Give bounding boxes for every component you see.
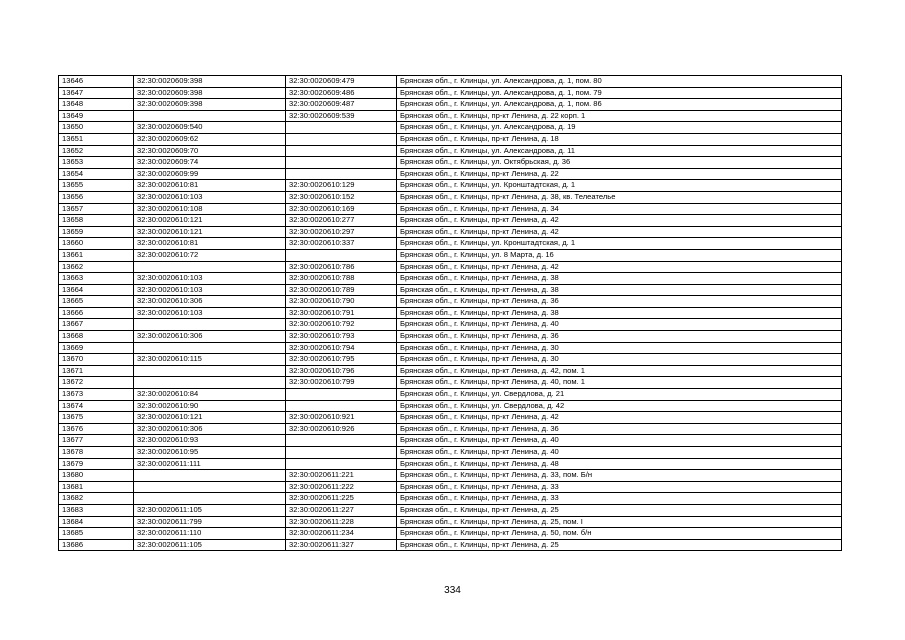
cadastral-number-cell: 32:30:0020609:486 <box>286 87 397 99</box>
parent-cadastral-number-cell: 32:30:0020609:540 <box>134 122 286 134</box>
address-cell: Брянская обл., г. Клинцы, пр-кт Ленина, д. 34 <box>397 203 842 215</box>
address-cell: Брянская обл., г. Клинцы, пр-кт Ленина, д. 38, кв. Телеателье <box>397 191 842 203</box>
address-cell: Брянская обл., г. Клинцы, ул. Кронштадтская, д. 1 <box>397 180 842 192</box>
table-row <box>59 261 842 273</box>
cadastral-number-cell <box>286 249 397 261</box>
table-row <box>59 389 842 401</box>
parent-cadastral-number-cell: 32:30:0020610:93 <box>134 435 286 447</box>
record-number-cell: 13660 <box>59 238 134 250</box>
page-number: 334 <box>444 585 461 596</box>
cadastral-number-cell <box>286 157 397 169</box>
table-row <box>59 87 842 99</box>
table-row <box>59 516 842 528</box>
address-cell: Брянская обл., г. Клинцы, пр-кт Ленина, д. 30 <box>397 354 842 366</box>
parent-cadastral-number-cell <box>134 493 286 505</box>
record-number-cell: 13665 <box>59 296 134 308</box>
record-number-cell: 13686 <box>59 539 134 551</box>
parent-cadastral-number-cell: 32:30:0020611:105 <box>134 539 286 551</box>
address-cell: Брянская обл., г. Клинцы, ул. Александрова, д. 1, пом. 86 <box>397 99 842 111</box>
record-number-cell: 13685 <box>59 528 134 540</box>
record-number-cell: 13677 <box>59 435 134 447</box>
cadastral-number-cell: 32:30:0020610:297 <box>286 226 397 238</box>
record-number-cell: 13649 <box>59 110 134 122</box>
address-cell: Брянская обл., г. Клинцы, пр-кт Ленина, д. 40 <box>397 435 842 447</box>
table-row <box>59 435 842 447</box>
record-number-cell: 13672 <box>59 377 134 389</box>
address-cell: Брянская обл., г. Клинцы, пр-кт Ленина, д. 40 <box>397 447 842 459</box>
table-row <box>59 377 842 389</box>
record-number-cell: 13666 <box>59 307 134 319</box>
table-row <box>59 307 842 319</box>
address-cell: Брянская обл., г. Клинцы, пр-кт Ленина, д. 36 <box>397 296 842 308</box>
cadastral-number-cell: 32:30:0020611:227 <box>286 504 397 516</box>
table-row <box>59 365 842 377</box>
cadastral-number-cell: 32:30:0020611:225 <box>286 493 397 505</box>
table-row <box>59 481 842 493</box>
record-number-cell: 13658 <box>59 215 134 227</box>
address-cell: Брянская обл., г. Клинцы, ул. Свердлова, д. 21 <box>397 389 842 401</box>
parent-cadastral-number-cell: 32:30:0020611:111 <box>134 458 286 470</box>
parent-cadastral-number-cell: 32:30:0020610:103 <box>134 284 286 296</box>
parent-cadastral-number-cell <box>134 365 286 377</box>
cadastral-number-cell <box>286 435 397 447</box>
record-number-cell: 13646 <box>59 76 134 88</box>
record-number-cell: 13652 <box>59 145 134 157</box>
record-number-cell: 13676 <box>59 423 134 435</box>
record-number-cell: 13656 <box>59 191 134 203</box>
address-cell: Брянская обл., г. Клинцы, пр-кт Ленина, д. 36 <box>397 331 842 343</box>
parent-cadastral-number-cell: 32:30:0020609:398 <box>134 99 286 111</box>
table-row <box>59 191 842 203</box>
cadastral-number-cell <box>286 458 397 470</box>
address-cell: Брянская обл., г. Клинцы, пр-кт Ленина, д. 40 <box>397 319 842 331</box>
record-number-cell: 13684 <box>59 516 134 528</box>
parent-cadastral-number-cell: 32:30:0020610:103 <box>134 191 286 203</box>
parent-cadastral-number-cell: 32:30:0020610:115 <box>134 354 286 366</box>
cadastral-number-cell: 32:30:0020611:228 <box>286 516 397 528</box>
parent-cadastral-number-cell <box>134 319 286 331</box>
parent-cadastral-number-cell <box>134 342 286 354</box>
record-number-cell: 13679 <box>59 458 134 470</box>
parent-cadastral-number-cell: 32:30:0020609:398 <box>134 87 286 99</box>
record-number-cell: 13673 <box>59 389 134 401</box>
cadastral-number-cell: 32:30:0020610:799 <box>286 377 397 389</box>
cadastral-number-cell: 32:30:0020610:796 <box>286 365 397 377</box>
parent-cadastral-number-cell: 32:30:0020610:121 <box>134 226 286 238</box>
table-row <box>59 423 842 435</box>
record-number-cell: 13669 <box>59 342 134 354</box>
address-cell: Брянская обл., г. Клинцы, ул. 8 Марта, д. 16 <box>397 249 842 261</box>
address-cell: Брянская обл., г. Клинцы, пр-кт Ленина, д. 48 <box>397 458 842 470</box>
cadastral-number-cell: 32:30:0020610:129 <box>286 180 397 192</box>
parent-cadastral-number-cell <box>134 481 286 493</box>
table-row <box>59 504 842 516</box>
table-row <box>59 412 842 424</box>
table-row <box>59 470 842 482</box>
record-number-cell: 13650 <box>59 122 134 134</box>
cadastral-number-cell <box>286 168 397 180</box>
parent-cadastral-number-cell: 32:30:0020610:72 <box>134 249 286 261</box>
parent-cadastral-number-cell: 32:30:0020609:62 <box>134 133 286 145</box>
cadastral-number-cell: 32:30:0020610:277 <box>286 215 397 227</box>
parent-cadastral-number-cell: 32:30:0020610:103 <box>134 273 286 285</box>
address-cell: Брянская обл., г. Клинцы, пр-кт Ленина, д. 38 <box>397 284 842 296</box>
parent-cadastral-number-cell: 32:30:0020610:81 <box>134 180 286 192</box>
table-row <box>59 342 842 354</box>
address-cell: Брянская обл., г. Клинцы, ул. Свердлова, д. 42 <box>397 400 842 412</box>
cadastral-number-cell <box>286 447 397 459</box>
cadastral-number-cell: 32:30:0020610:169 <box>286 203 397 215</box>
record-number-cell: 13668 <box>59 331 134 343</box>
table-row <box>59 284 842 296</box>
record-number-cell: 13663 <box>59 273 134 285</box>
address-cell: Брянская обл., г. Клинцы, ул. Александрова, д. 11 <box>397 145 842 157</box>
address-cell: Брянская обл., г. Клинцы, пр-кт Ленина, д. 30 <box>397 342 842 354</box>
table-row <box>59 539 842 551</box>
record-number-cell: 13648 <box>59 99 134 111</box>
address-cell: Брянская обл., г. Клинцы, пр-кт Ленина, д. 33, пом. Б/н <box>397 470 842 482</box>
table-row <box>59 249 842 261</box>
record-number-cell: 13670 <box>59 354 134 366</box>
parent-cadastral-number-cell: 32:30:0020611:799 <box>134 516 286 528</box>
table-row <box>59 296 842 308</box>
table-row <box>59 133 842 145</box>
address-cell: Брянская обл., г. Клинцы, пр-кт Ленина, д. 22 корп. 1 <box>397 110 842 122</box>
parent-cadastral-number-cell: 32:30:0020609:70 <box>134 145 286 157</box>
address-cell: Брянская обл., г. Клинцы, пр-кт Ленина, д. 42, пом. 1 <box>397 365 842 377</box>
record-number-cell: 13682 <box>59 493 134 505</box>
cadastral-number-cell: 32:30:0020610:921 <box>286 412 397 424</box>
cadastral-number-cell: 32:30:0020610:794 <box>286 342 397 354</box>
cadastral-number-cell: 32:30:0020610:786 <box>286 261 397 273</box>
cadastral-number-cell: 32:30:0020610:788 <box>286 273 397 285</box>
table-row <box>59 528 842 540</box>
parent-cadastral-number-cell: 32:30:0020611:110 <box>134 528 286 540</box>
parent-cadastral-number-cell <box>134 261 286 273</box>
cadastral-number-cell: 32:30:0020609:487 <box>286 99 397 111</box>
record-number-cell: 13667 <box>59 319 134 331</box>
address-cell: Брянская обл., г. Клинцы, ул. Александрова, д. 1, пом. 80 <box>397 76 842 88</box>
cadastral-number-cell <box>286 389 397 401</box>
address-cell: Брянская обл., г. Клинцы, пр-кт Ленина, д. 40, пом. 1 <box>397 377 842 389</box>
table-row <box>59 168 842 180</box>
cadastral-number-cell: 32:30:0020610:337 <box>286 238 397 250</box>
record-number-cell: 13659 <box>59 226 134 238</box>
record-number-cell: 13674 <box>59 400 134 412</box>
cadastral-number-cell <box>286 122 397 134</box>
table-row <box>59 493 842 505</box>
table-body <box>59 76 842 551</box>
record-number-cell: 13653 <box>59 157 134 169</box>
cadastral-number-cell <box>286 145 397 157</box>
cadastral-number-cell: 32:30:0020611:327 <box>286 539 397 551</box>
address-cell: Брянская обл., г. Клинцы, пр-кт Ленина, д. 50, пом. б/н <box>397 528 842 540</box>
cadastral-number-cell: 32:30:0020611:221 <box>286 470 397 482</box>
address-cell: Брянская обл., г. Клинцы, пр-кт Ленина, д. 25 <box>397 539 842 551</box>
record-number-cell: 13654 <box>59 168 134 180</box>
table-row <box>59 447 842 459</box>
record-number-cell: 13671 <box>59 365 134 377</box>
table-row <box>59 226 842 238</box>
table-row <box>59 400 842 412</box>
table-row <box>59 203 842 215</box>
cadastral-number-cell: 32:30:0020610:791 <box>286 307 397 319</box>
address-cell: Брянская обл., г. Клинцы, ул. Кронштадтская, д. 1 <box>397 238 842 250</box>
table-row <box>59 180 842 192</box>
table-row <box>59 331 842 343</box>
address-cell: Брянская обл., г. Клинцы, пр-кт Ленина, д. 42 <box>397 215 842 227</box>
parent-cadastral-number-cell <box>134 377 286 389</box>
table-row <box>59 122 842 134</box>
parent-cadastral-number-cell: 32:30:0020610:306 <box>134 331 286 343</box>
parent-cadastral-number-cell: 32:30:0020610:81 <box>134 238 286 250</box>
record-number-cell: 13681 <box>59 481 134 493</box>
record-number-cell: 13655 <box>59 180 134 192</box>
parent-cadastral-number-cell: 32:30:0020610:95 <box>134 447 286 459</box>
parent-cadastral-number-cell: 32:30:0020610:108 <box>134 203 286 215</box>
address-cell: Брянская обл., г. Клинцы, пр-кт Ленина, д. 42 <box>397 226 842 238</box>
cadastral-table <box>58 75 842 551</box>
parent-cadastral-number-cell: 32:30:0020610:121 <box>134 412 286 424</box>
table-row <box>59 157 842 169</box>
table-row <box>59 145 842 157</box>
record-number-cell: 13657 <box>59 203 134 215</box>
record-number-cell: 13675 <box>59 412 134 424</box>
parent-cadastral-number-cell: 32:30:0020610:103 <box>134 307 286 319</box>
parent-cadastral-number-cell: 32:30:0020610:121 <box>134 215 286 227</box>
table-row <box>59 458 842 470</box>
address-cell: Брянская обл., г. Клинцы, пр-кт Ленина, д. 33 <box>397 493 842 505</box>
record-number-cell: 13678 <box>59 447 134 459</box>
address-cell: Брянская обл., г. Клинцы, пр-кт Ленина, д. 38 <box>397 307 842 319</box>
parent-cadastral-number-cell: 32:30:0020609:398 <box>134 76 286 88</box>
record-number-cell: 13680 <box>59 470 134 482</box>
record-number-cell: 13661 <box>59 249 134 261</box>
table-row <box>59 215 842 227</box>
table-row <box>59 273 842 285</box>
address-cell: Брянская обл., г. Клинцы, пр-кт Ленина, д. 22 <box>397 168 842 180</box>
cadastral-number-cell: 32:30:0020610:795 <box>286 354 397 366</box>
cadastral-number-cell: 32:30:0020610:792 <box>286 319 397 331</box>
table-row <box>59 76 842 88</box>
cadastral-number-cell: 32:30:0020610:793 <box>286 331 397 343</box>
cadastral-number-cell: 32:30:0020611:222 <box>286 481 397 493</box>
address-cell: Брянская обл., г. Клинцы, пр-кт Ленина, д. 42 <box>397 412 842 424</box>
parent-cadastral-number-cell: 32:30:0020610:84 <box>134 389 286 401</box>
parent-cadastral-number-cell <box>134 470 286 482</box>
cadastral-number-cell: 32:30:0020609:539 <box>286 110 397 122</box>
address-cell: Брянская обл., г. Клинцы, пр-кт Ленина, д. 18 <box>397 133 842 145</box>
parent-cadastral-number-cell: 32:30:0020610:306 <box>134 296 286 308</box>
parent-cadastral-number-cell: 32:30:0020610:306 <box>134 423 286 435</box>
record-number-cell: 13664 <box>59 284 134 296</box>
address-cell: Брянская обл., г. Клинцы, пр-кт Ленина, д. 38 <box>397 273 842 285</box>
parent-cadastral-number-cell: 32:30:0020609:99 <box>134 168 286 180</box>
record-number-cell: 13647 <box>59 87 134 99</box>
cadastral-number-cell: 32:30:0020609:479 <box>286 76 397 88</box>
record-number-cell: 13662 <box>59 261 134 273</box>
table-row <box>59 99 842 111</box>
parent-cadastral-number-cell <box>134 110 286 122</box>
address-cell: Брянская обл., г. Клинцы, ул. Александрова, д. 1, пом. 79 <box>397 87 842 99</box>
cadastral-number-cell <box>286 400 397 412</box>
address-cell: Брянская обл., г. Клинцы, пр-кт Ленина, д. 25 <box>397 504 842 516</box>
cadastral-number-cell: 32:30:0020611:234 <box>286 528 397 540</box>
address-cell: Брянская обл., г. Клинцы, ул. Октябрьская, д. 36 <box>397 157 842 169</box>
record-number-cell: 13651 <box>59 133 134 145</box>
address-cell: Брянская обл., г. Клинцы, пр-кт Ленина, д. 33 <box>397 481 842 493</box>
parent-cadastral-number-cell: 32:30:0020609:74 <box>134 157 286 169</box>
parent-cadastral-number-cell: 32:30:0020611:105 <box>134 504 286 516</box>
table-row <box>59 110 842 122</box>
table-row <box>59 354 842 366</box>
address-cell: Брянская обл., г. Клинцы, пр-кт Ленина, д. 36 <box>397 423 842 435</box>
address-cell: Брянская обл., г. Клинцы, ул. Александрова, д. 19 <box>397 122 842 134</box>
cadastral-number-cell: 32:30:0020610:790 <box>286 296 397 308</box>
cadastral-number-cell: 32:30:0020610:926 <box>286 423 397 435</box>
table-row <box>59 319 842 331</box>
cadastral-number-cell: 32:30:0020610:789 <box>286 284 397 296</box>
parent-cadastral-number-cell: 32:30:0020610:90 <box>134 400 286 412</box>
cadastral-number-cell: 32:30:0020610:152 <box>286 191 397 203</box>
cadastral-number-cell <box>286 133 397 145</box>
address-cell: Брянская обл., г. Клинцы, пр-кт Ленина, д. 42 <box>397 261 842 273</box>
address-cell: Брянская обл., г. Клинцы, пр-кт Ленина, д. 25, пом. I <box>397 516 842 528</box>
table-row <box>59 238 842 250</box>
record-number-cell: 13683 <box>59 504 134 516</box>
